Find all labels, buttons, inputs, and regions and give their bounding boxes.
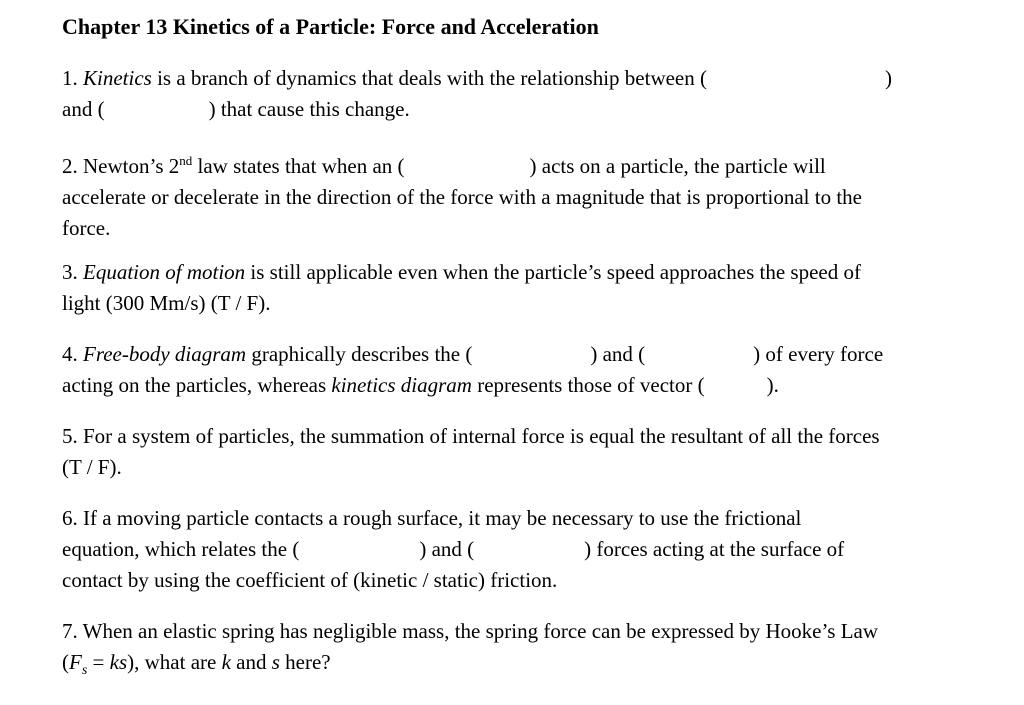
q6-line2: equation, which relates the ( ) and ( ) forces acting at the surface of: [62, 537, 845, 561]
q3-line2: light (300 Mm/s) (T / F).: [62, 291, 271, 315]
q2-line1: 2. Newton’s 2nd law states that when an ( ) acts on a particle, the particle will: [62, 153, 826, 178]
question-5: [62, 421, 982, 483]
question-1: [62, 63, 982, 125]
q7-line2: $(F_s = ks)$, what are k and s here?: [62, 650, 331, 679]
q4-term: Free-body diagram: [83, 342, 247, 366]
question-2: [62, 145, 982, 244]
q6-line1: 6. If a moving particle contacts a rough surface, it may be necessary to use the frictional: [62, 506, 802, 530]
q4-line1: 4. Free-body diagram graphically describes the ( ) and ( ) of every force: [62, 342, 884, 366]
q2-line3: force.: [62, 216, 111, 240]
q4-term2: kinetics diagram: [331, 373, 472, 397]
question-4: [62, 339, 982, 401]
q4-line2: acting on the particles, whereas kinetics diagram represents those of vector ( ).: [62, 373, 779, 397]
question-6: [62, 503, 982, 596]
question-7: [62, 616, 982, 686]
chapter-title: Chapter 13 Kinetics of a Particle: Force and Acceleration: [62, 14, 599, 39]
q7-line1: 7. When an elastic spring has negligible mass, the spring force can be expressed by Hooke’s Law: [62, 619, 879, 643]
q3-term: Equation of motion: [83, 260, 246, 284]
q6-line3: contact by using the coefficient of (kinetic / static) friction.: [62, 568, 558, 592]
q1-line2: and ( ) that cause this change.: [62, 97, 410, 121]
q1-term: Kinetics: [83, 66, 152, 90]
q5-line2: (T / F).: [62, 455, 122, 479]
q2-line2: accelerate or decelerate in the direction of the force with a magnitude that is proportional to the: [62, 185, 862, 209]
q5-line1: 5. For a system of particles, the summation of internal force is equal the resultant of all the forces: [62, 424, 880, 448]
question-3: [62, 257, 982, 319]
q3-line1: 3. Equation of motion is still applicable even when the particle’s speed approaches the speed of: [62, 260, 861, 284]
q1-line1: 1. Kinetics is a branch of dynamics that deals with the relationship between ( ): [62, 66, 892, 90]
